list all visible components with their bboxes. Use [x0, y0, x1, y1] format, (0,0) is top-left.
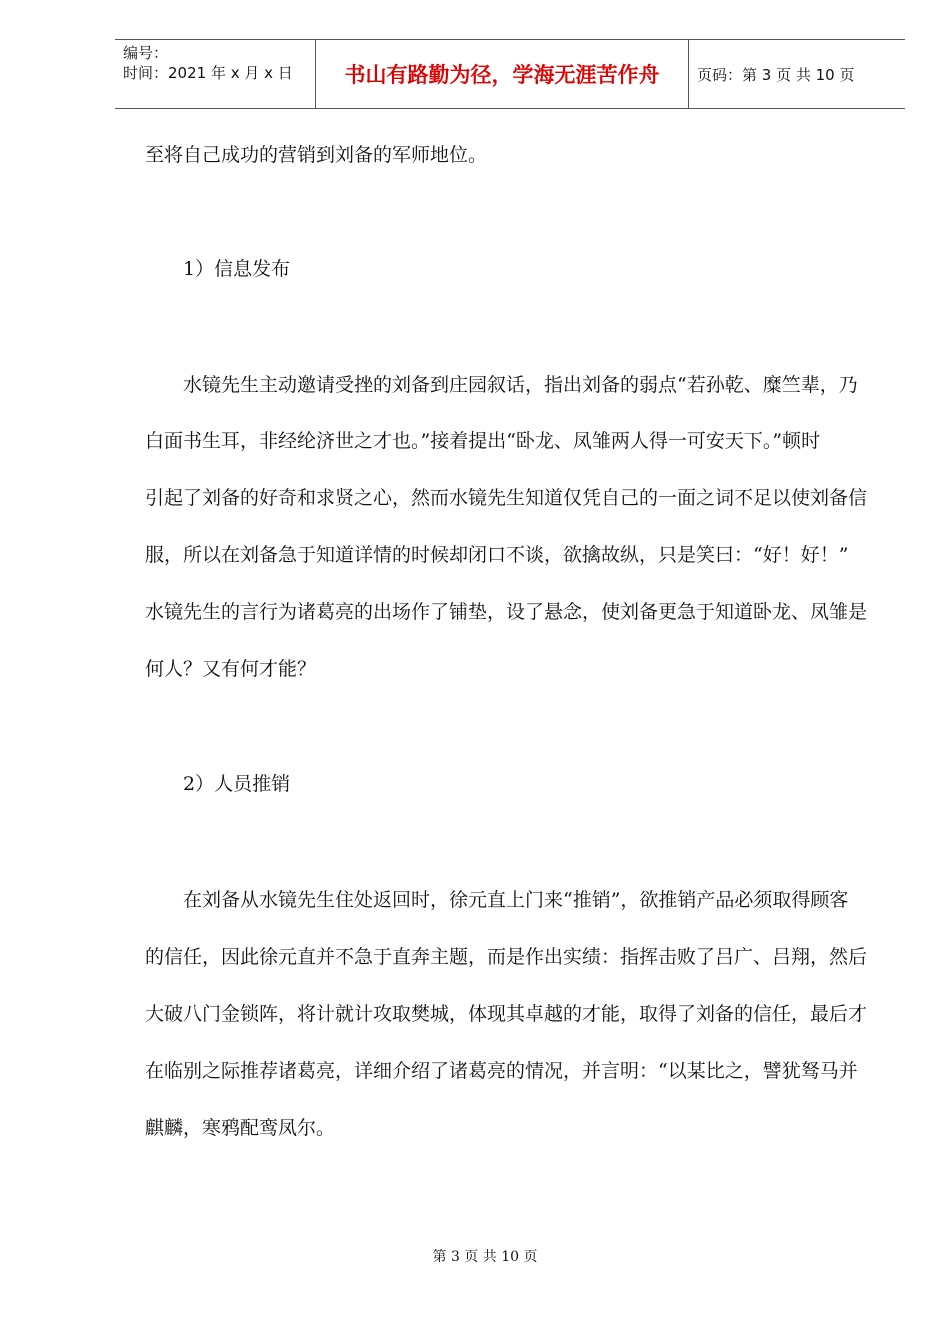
paragraph-line: 水镜先生主动邀请受挫的刘备到庄园叙话，指出刘备的弱点“若孙乾、糜竺辈，乃 — [183, 374, 858, 396]
page-header — [115, 39, 905, 109]
paragraph-line: 在临别之际推荐诸葛亮，详细介绍了诸葛亮的情况，并言明：“以某比之，譬犹驽马并 — [145, 1060, 858, 1082]
paragraph-line: 在刘备从水镜先生住处返回时，徐元直上门来“推销”，欲推销产品必须取得顾客 — [183, 889, 849, 911]
header-meta — [115, 40, 316, 108]
header-page-number: 页码：第 3 页 共 10 页 — [697, 65, 855, 84]
header-motto: 书山有路勤为径，学海无涯苦作舟 — [316, 40, 689, 108]
section-title-info: 1）信息发布 — [183, 258, 291, 280]
paragraph-line: 大破八门金锁阵，将计就计攻取樊城，体现其卓越的才能，取得了刘备的信任，最后才 — [145, 1003, 868, 1025]
paragraph-line: 何人？又有何才能？ — [145, 658, 317, 680]
paragraph-line: 白面书生耳，非经纶济世之才也。”接着提出“卧龙、凤雏两人得一可安天下。”顿时 — [145, 430, 821, 452]
section-title-sales: 2）人员推销 — [183, 773, 291, 795]
date-label: 时间：2021 年 x 月 x 日 — [123, 64, 293, 82]
paragraph-line: 服，所以在刘备急于知道详情的时候却闭口不谈，欲擒故纵，只是笑曰：“好！好！” — [145, 544, 849, 566]
paragraph-line: 引起了刘备的好奇和求贤之心，然而水镜先生知道仅凭自己的一面之词不足以使刘备信 — [145, 487, 868, 509]
serial-label: 编号： — [123, 44, 169, 62]
paragraph-line: 的信任，因此徐元直并不急于直奔主题，而是作出实绩：指挥击败了吕广、吕翔，然后 — [145, 946, 868, 968]
paragraph-line: 麒麟，寒鸦配鸾凤尔。 — [145, 1117, 336, 1139]
paragraph-line: 水镜先生的言行为诸葛亮的出场作了铺垫，设了悬念，使刘备更急于知道卧龙、凤雏是 — [145, 601, 868, 623]
page-footer: 第 3 页 共 10 页 — [432, 1249, 538, 1265]
intro-line: 至将自己成功的营销到刘备的军师地位。 — [145, 144, 488, 166]
